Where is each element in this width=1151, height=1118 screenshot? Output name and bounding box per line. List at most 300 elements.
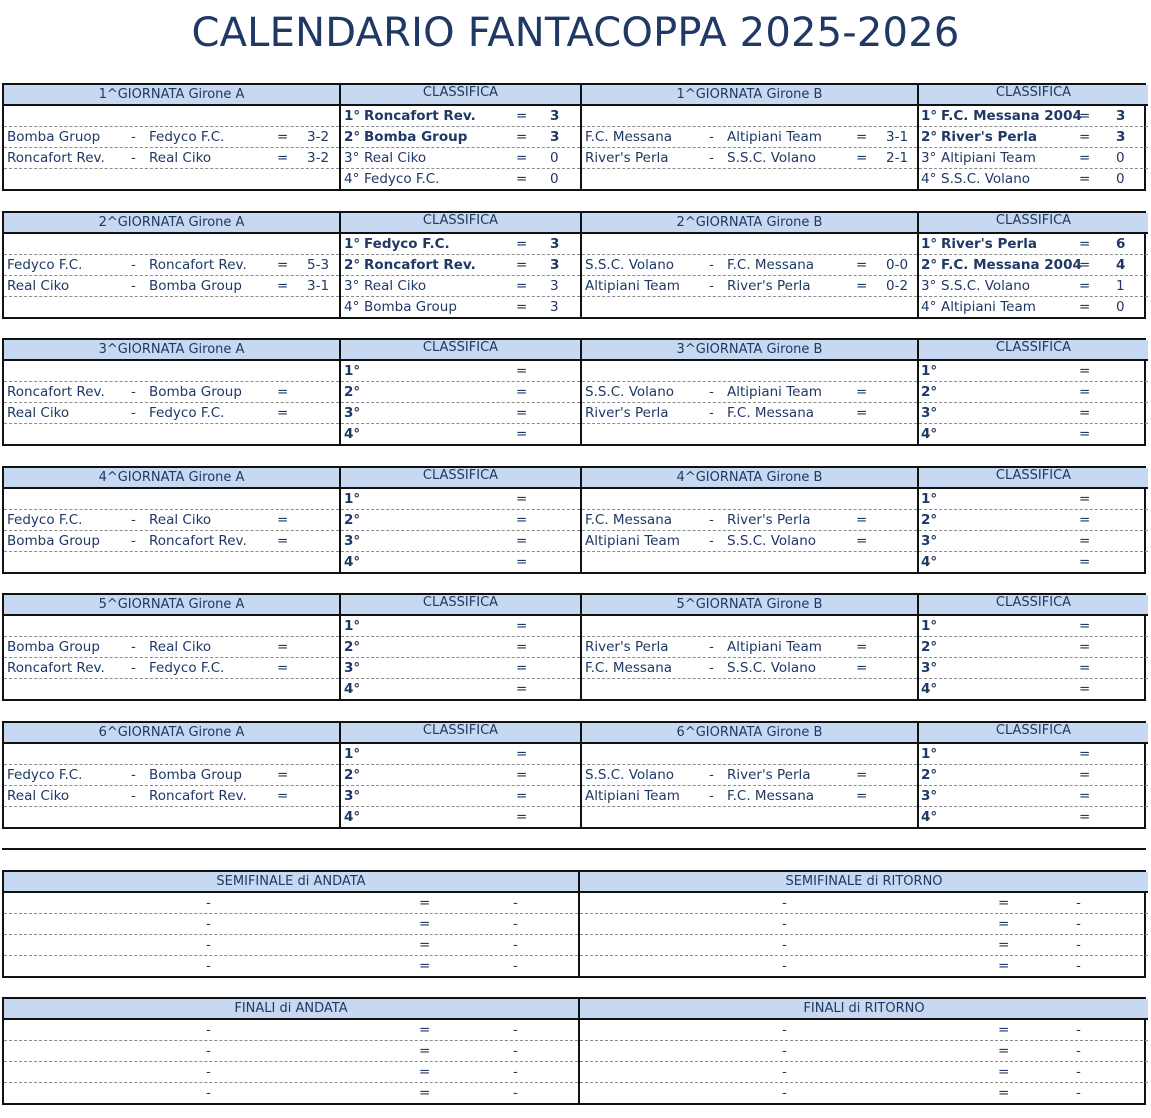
girone-a-header: 6^GIORNATA Girone A [4, 723, 339, 744]
equals-sign: = [516, 257, 528, 273]
standings-row [919, 510, 1148, 531]
standings-row [341, 169, 580, 190]
match-score: 3-1 [886, 129, 909, 145]
away-team: Fedyco F.C. [149, 405, 225, 421]
home-team: Roncafort Rev. [7, 150, 105, 166]
standings-row [341, 637, 580, 658]
standings-row [341, 786, 580, 807]
match-row [582, 382, 917, 403]
position: 4° [921, 554, 938, 570]
home-team: F.C. Messana [585, 129, 673, 145]
round-block [2, 721, 1146, 829]
away-team: Real Ciko [149, 150, 212, 166]
knockout-row [4, 893, 578, 914]
vs-separator: - [131, 533, 136, 549]
equals-sign: = [1079, 384, 1091, 400]
girone-a-header: 3^GIORNATA Girone A [4, 340, 339, 361]
equals-sign: = [419, 958, 431, 974]
position: 1° [344, 108, 361, 124]
equals-sign: = [856, 150, 868, 166]
points: 0 [1116, 171, 1125, 187]
girone-a-standings [341, 595, 582, 699]
standings-row [919, 531, 1148, 552]
position: 4° [344, 809, 361, 825]
equals-sign: = [516, 299, 528, 315]
knockout-row [4, 914, 578, 935]
match-row [582, 786, 917, 807]
away-team: Roncafort Rev. [149, 257, 247, 273]
girone-a-matches [4, 85, 341, 189]
standings-row [919, 255, 1148, 276]
position: 3° [921, 150, 937, 166]
team-name: Altipiani Team [941, 150, 1036, 166]
vs-separator: - [782, 1085, 787, 1101]
round-block [2, 593, 1146, 701]
away-team: S.S.C. Volano [727, 150, 817, 166]
equals-sign: = [277, 767, 289, 783]
match-row [582, 255, 917, 276]
equals-sign: = [419, 1022, 431, 1038]
equals-sign: = [516, 618, 528, 634]
points: 0 [550, 171, 559, 187]
team-name: Real Ciko [364, 278, 427, 294]
empty-row [4, 552, 339, 573]
equals-sign: = [856, 512, 868, 528]
standings-row [919, 403, 1148, 424]
vs-separator: - [206, 1064, 211, 1080]
empty-row [4, 489, 339, 510]
home-team: Bomba Group [7, 533, 100, 549]
standings-row [341, 276, 580, 297]
vs-separator: - [709, 405, 714, 421]
position: 1° [344, 618, 361, 634]
home-team: River's Perla [585, 639, 669, 655]
girone-b-header: 6^GIORNATA Girone B [582, 723, 917, 744]
position: 3° [344, 533, 361, 549]
vs-separator: - [131, 257, 136, 273]
team-name: Real Ciko [364, 150, 427, 166]
equals-sign: = [277, 639, 289, 655]
team-name: Fedyco F.C. [364, 236, 450, 252]
home-team: River's Perla [585, 405, 669, 421]
empty-row [4, 807, 339, 828]
standings-row [919, 297, 1148, 318]
girone-b-header: 3^GIORNATA Girone B [582, 340, 917, 361]
match-score: 5-3 [307, 257, 330, 273]
points: 6 [1116, 236, 1126, 252]
match-score: 3-2 [307, 129, 330, 145]
girone-a-header: 4^GIORNATA Girone A [4, 468, 339, 489]
position: 3° [344, 660, 361, 676]
standings-row [919, 106, 1148, 127]
equals-sign: = [856, 788, 868, 804]
standings-row [341, 552, 580, 573]
girone-b-header: 2^GIORNATA Girone B [582, 213, 917, 234]
match-row [582, 637, 917, 658]
equals-sign: = [1079, 171, 1091, 187]
vs-separator: - [206, 958, 211, 974]
equals-sign: = [419, 1064, 431, 1080]
team-name: Bomba Group [364, 299, 457, 315]
girone-b-standings [919, 340, 1148, 444]
standings-row [341, 424, 580, 445]
equals-sign: = [998, 1022, 1010, 1038]
standings-row [919, 807, 1148, 828]
standings-row [341, 234, 580, 255]
position: 1° [921, 618, 938, 634]
vs-separator: - [709, 660, 714, 676]
equals-sign: = [856, 405, 868, 421]
girone-b-header: 1^GIORNATA Girone B [582, 85, 917, 106]
standings-row [919, 786, 1148, 807]
standings-row [341, 807, 580, 828]
standings-row [919, 744, 1148, 765]
empty-row [4, 424, 339, 445]
equals-sign: = [1079, 788, 1091, 804]
position: 2° [921, 767, 938, 783]
position: 2° [344, 639, 361, 655]
match-row [4, 276, 339, 297]
vs-separator: - [709, 767, 714, 783]
girone-a-matches [4, 340, 341, 444]
girone-b-matches [582, 85, 919, 189]
standings-row [919, 148, 1148, 169]
knockout-row [4, 956, 578, 977]
position: 4° [344, 426, 361, 442]
match-row [4, 403, 339, 424]
equals-sign: = [1079, 746, 1091, 762]
position: 1° [921, 108, 938, 124]
standings-row [919, 616, 1148, 637]
position: 2° [344, 512, 361, 528]
vs-separator: - [206, 937, 211, 953]
empty-row [4, 616, 339, 637]
empty-row [582, 489, 917, 510]
empty-row [4, 744, 339, 765]
standings-row [919, 489, 1148, 510]
equals-sign: = [277, 405, 289, 421]
position: 3° [921, 788, 938, 804]
team-name: Altipiani Team [941, 299, 1036, 315]
position: 3° [344, 405, 361, 421]
vs-separator: - [709, 150, 714, 166]
vs-separator: - [131, 512, 136, 528]
home-team: Fedyco F.C. [7, 257, 83, 273]
vs-separator: - [709, 129, 714, 145]
home-team: S.S.C. Volano [585, 384, 675, 400]
home-team: Bomba Gruop [7, 129, 101, 145]
position: 2° [344, 129, 361, 145]
standings-row [341, 531, 580, 552]
girone-a-header: 1^GIORNATA Girone A [4, 85, 339, 106]
match-score: 0-2 [886, 278, 909, 294]
points: 0 [1116, 299, 1125, 315]
girone-b-matches [582, 723, 919, 827]
home-team: F.C. Messana [585, 660, 673, 676]
equals-sign: = [1079, 512, 1091, 528]
equals-sign: = [1079, 405, 1091, 421]
team-name: River's Perla [941, 129, 1037, 145]
points: 3 [1116, 108, 1126, 124]
girone-a-standings [341, 723, 582, 827]
position: 3° [344, 278, 360, 294]
equals-sign: = [419, 1085, 431, 1101]
away-team: Bomba Group [149, 278, 242, 294]
equals-sign: = [516, 788, 528, 804]
standings-header: CLASSIFICA [919, 595, 1148, 616]
standings-row [919, 552, 1148, 573]
girone-a-matches [4, 723, 341, 827]
girone-a-standings [341, 213, 582, 317]
empty-row [582, 106, 917, 127]
vs-separator: - [782, 958, 787, 974]
position: 1° [921, 746, 938, 762]
result-separator: - [513, 916, 518, 932]
home-team: Roncafort Rev. [7, 384, 105, 400]
girone-b-header: 4^GIORNATA Girone B [582, 468, 917, 489]
team-name: River's Perla [941, 236, 1037, 252]
equals-sign: = [856, 384, 868, 400]
equals-sign: = [1079, 767, 1091, 783]
points: 1 [1116, 278, 1125, 294]
knockout-right [580, 872, 1148, 976]
equals-sign: = [1079, 278, 1091, 294]
round-block [2, 211, 1146, 319]
girone-a-standings [341, 468, 582, 572]
match-row [4, 127, 339, 148]
equals-sign: = [516, 746, 528, 762]
match-row [582, 148, 917, 169]
equals-sign: = [277, 533, 289, 549]
equals-sign: = [998, 1064, 1010, 1080]
team-name: F.C. Messana 2004 [941, 257, 1082, 273]
equals-sign: = [516, 171, 528, 187]
points: 0 [550, 150, 559, 166]
vs-separator: - [131, 639, 136, 655]
empty-row [4, 169, 339, 190]
empty-row [582, 552, 917, 573]
away-team: S.S.C. Volano [727, 660, 817, 676]
home-team: S.S.C. Volano [585, 767, 675, 783]
points: 3 [550, 257, 560, 273]
equals-sign: = [419, 916, 431, 932]
standings-row [919, 765, 1148, 786]
standings-header: CLASSIFICA [341, 213, 580, 234]
empty-row [4, 297, 339, 318]
vs-separator: - [206, 1085, 211, 1101]
match-row [4, 786, 339, 807]
standings-row [341, 403, 580, 424]
position: 4° [921, 809, 938, 825]
page-title: CALENDARIO FANTACOPPA 2025-2026 [191, 10, 960, 56]
vs-separator: - [131, 767, 136, 783]
position: 4° [344, 554, 361, 570]
girone-a-header: 5^GIORNATA Girone A [4, 595, 339, 616]
equals-sign: = [998, 937, 1010, 953]
match-row [4, 148, 339, 169]
standings-row [919, 127, 1148, 148]
round-block [2, 338, 1146, 446]
standings-row [341, 127, 580, 148]
away-team: Bomba Group [149, 384, 242, 400]
home-team: Real Ciko [7, 278, 70, 294]
away-team: F.C. Messana [727, 405, 815, 421]
position: 2° [344, 384, 361, 400]
girone-b-matches [582, 595, 919, 699]
equals-sign: = [277, 278, 289, 294]
equals-sign: = [516, 554, 528, 570]
home-team: Altipiani Team [585, 788, 680, 804]
vs-separator: - [709, 384, 714, 400]
knockout-row [580, 893, 1148, 914]
points: 0 [1116, 150, 1125, 166]
standings-header: CLASSIFICA [919, 340, 1148, 361]
round-block [2, 83, 1146, 191]
empty-row [582, 744, 917, 765]
equals-sign: = [516, 809, 528, 825]
standings-row [341, 616, 580, 637]
equals-sign: = [856, 257, 868, 273]
position: 3° [921, 533, 938, 549]
vs-separator: - [782, 1022, 787, 1038]
position: 4° [921, 681, 938, 697]
position: 4° [344, 171, 360, 187]
match-row [582, 658, 917, 679]
vs-separator: - [709, 533, 714, 549]
equals-sign: = [1079, 618, 1091, 634]
match-row [4, 510, 339, 531]
position: 4° [921, 299, 937, 315]
empty-row [582, 297, 917, 318]
standings-row [341, 744, 580, 765]
empty-row [4, 679, 339, 700]
points: 3 [550, 129, 560, 145]
home-team: Real Ciko [7, 405, 70, 421]
home-team: Bomba Group [7, 639, 100, 655]
knockout-header: SEMIFINALE di ANDATA [4, 872, 578, 893]
standings-row [341, 255, 580, 276]
standings-row [919, 276, 1148, 297]
girone-a-standings [341, 340, 582, 444]
girone-b-standings [919, 213, 1148, 317]
standings-row [919, 382, 1148, 403]
knockout-right [580, 999, 1148, 1103]
empty-row [4, 234, 339, 255]
equals-sign: = [516, 236, 528, 252]
match-row [4, 765, 339, 786]
points: 3 [550, 108, 560, 124]
result-separator: - [1076, 1043, 1081, 1059]
home-team: Fedyco F.C. [7, 767, 83, 783]
knockout-header: FINALI di RITORNO [580, 999, 1148, 1020]
vs-separator: - [206, 916, 211, 932]
result-separator: - [513, 1022, 518, 1038]
vs-separator: - [131, 129, 136, 145]
equals-sign: = [998, 916, 1010, 932]
vs-separator: - [782, 937, 787, 953]
equals-sign: = [419, 895, 431, 911]
position: 2° [921, 512, 938, 528]
result-separator: - [513, 895, 518, 911]
away-team: F.C. Messana [727, 257, 815, 273]
away-team: Fedyco F.C. [149, 129, 225, 145]
home-team: Roncafort Rev. [7, 660, 105, 676]
standings-row [341, 489, 580, 510]
knockout-row [4, 1041, 578, 1062]
knockout-row [4, 1020, 578, 1041]
equals-sign: = [277, 660, 289, 676]
knockout-row [580, 1020, 1148, 1041]
result-separator: - [513, 958, 518, 974]
equals-sign: = [1079, 108, 1091, 124]
equals-sign: = [1079, 426, 1091, 442]
knockout-block [2, 997, 1146, 1105]
position: 1° [921, 236, 938, 252]
standings-row [919, 637, 1148, 658]
equals-sign: = [419, 1043, 431, 1059]
match-row [582, 765, 917, 786]
standings-row [919, 234, 1148, 255]
away-team: F.C. Messana [727, 788, 815, 804]
position: 1° [344, 746, 361, 762]
position: 2° [921, 129, 938, 145]
result-separator: - [1076, 1085, 1081, 1101]
vs-separator: - [782, 1064, 787, 1080]
standings-row [919, 679, 1148, 700]
position: 2° [344, 257, 361, 273]
empty-row [582, 616, 917, 637]
away-team: Real Ciko [149, 639, 212, 655]
home-team: River's Perla [585, 150, 669, 166]
standings-row [919, 424, 1148, 445]
away-team: Roncafort Rev. [149, 533, 247, 549]
match-row [582, 510, 917, 531]
equals-sign: = [277, 788, 289, 804]
away-team: S.S.C. Volano [727, 533, 817, 549]
empty-row [582, 679, 917, 700]
equals-sign: = [1079, 639, 1091, 655]
equals-sign: = [277, 129, 289, 145]
position: 3° [921, 660, 938, 676]
knockout-block [2, 870, 1146, 978]
team-name: Fedyco F.C. [364, 171, 440, 187]
vs-separator: - [131, 660, 136, 676]
girone-b-standings [919, 85, 1148, 189]
result-separator: - [513, 1043, 518, 1059]
equals-sign: = [998, 958, 1010, 974]
away-team: Real Ciko [149, 512, 212, 528]
result-separator: - [1076, 1064, 1081, 1080]
equals-sign: = [1079, 681, 1091, 697]
vs-separator: - [782, 1043, 787, 1059]
result-separator: - [1076, 958, 1081, 974]
away-team: Bomba Group [149, 767, 242, 783]
equals-sign: = [277, 512, 289, 528]
knockout-header: SEMIFINALE di RITORNO [580, 872, 1148, 893]
points: 3 [550, 278, 559, 294]
girone-b-matches [582, 340, 919, 444]
knockout-row [4, 1062, 578, 1083]
standings-row [341, 658, 580, 679]
home-team: Fedyco F.C. [7, 512, 83, 528]
equals-sign: = [1079, 660, 1091, 676]
home-team: Altipiani Team [585, 278, 680, 294]
girone-b-standings [919, 468, 1148, 572]
standings-row [341, 382, 580, 403]
knockout-row [580, 935, 1148, 956]
standings-row [341, 297, 580, 318]
equals-sign: = [516, 681, 528, 697]
